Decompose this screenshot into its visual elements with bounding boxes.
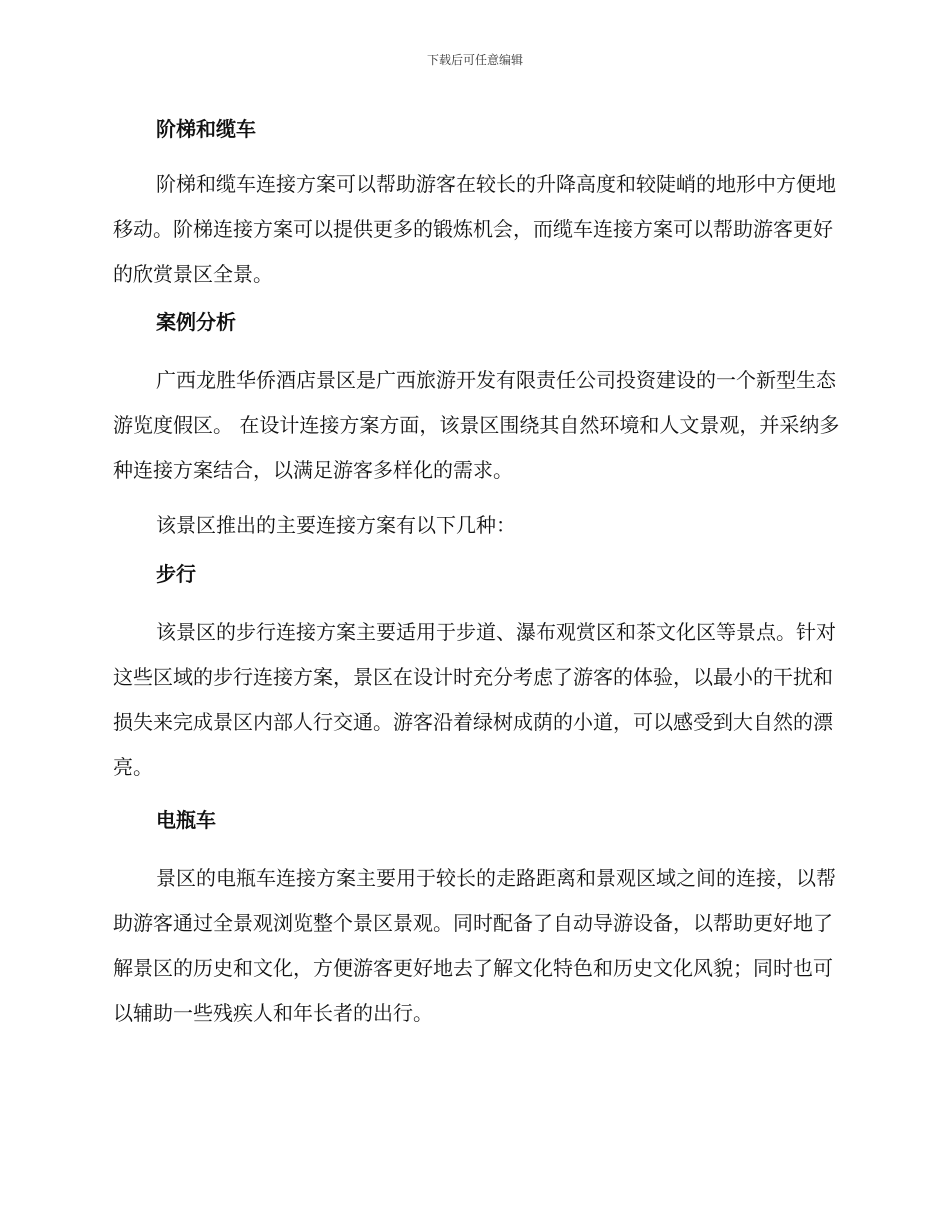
paragraph-case-study: 广西龙胜华侨酒店景区是广西旅游开发有限责任公司投资建设的一个新型生态游览度假区。 在设计连接方案方面，该景区围绕其自然环境和人文景观，并采纳多种连接方案结合，以满足游客多样化的需求。 bbox=[113, 368, 840, 482]
document-body bbox=[113, 113, 840, 1036]
paragraph-walking: 该景区的步行连接方案主要适用于步道、瀑布观赏区和茶文化区等景点。针对这些区域的步行连接方案，景区在设计时充分考虑了游客的体验，以最小的干扰和损失来完成景区内部人行交通。游客沿着绿树成荫的小道，可以感受到大自然的漂亮。 bbox=[113, 620, 836, 779]
paragraph-stairs-cable-car: 阶梯和缆车连接方案可以帮助游客在较长的升降高度和较陡峭的地形中方便地移动。阶梯连接方案可以提供更多的锻炼机会，而缆车连接方案可以帮助游客更好的欣赏景区全景。 bbox=[113, 172, 836, 286]
section-heading-stairs-cable-car: 阶梯和缆车 bbox=[156, 117, 256, 141]
section-heading-electric-car: 电瓶车 bbox=[156, 808, 216, 832]
section-heading-case-study: 案例分析 bbox=[156, 310, 236, 334]
paragraph-options-intro: 该景区推出的主要连接方案有以下几种： bbox=[156, 513, 516, 537]
page-header: 下载后可任意编辑 bbox=[426, 53, 523, 67]
section-heading-walking: 步行 bbox=[156, 562, 196, 586]
paragraph-electric-car: 景区的电瓶车连接方案主要用于较长的走路距离和景观区域之间的连接，以帮助游客通过全景观浏览整个景区景观。同时配备了自动导游设备，以帮助更好地了解景区的历史和文化，方便游客更好地去了解文化特色和历史文化风貌；同时也可以辅助一些残疾人和年长者的出行。 bbox=[113, 866, 836, 1025]
